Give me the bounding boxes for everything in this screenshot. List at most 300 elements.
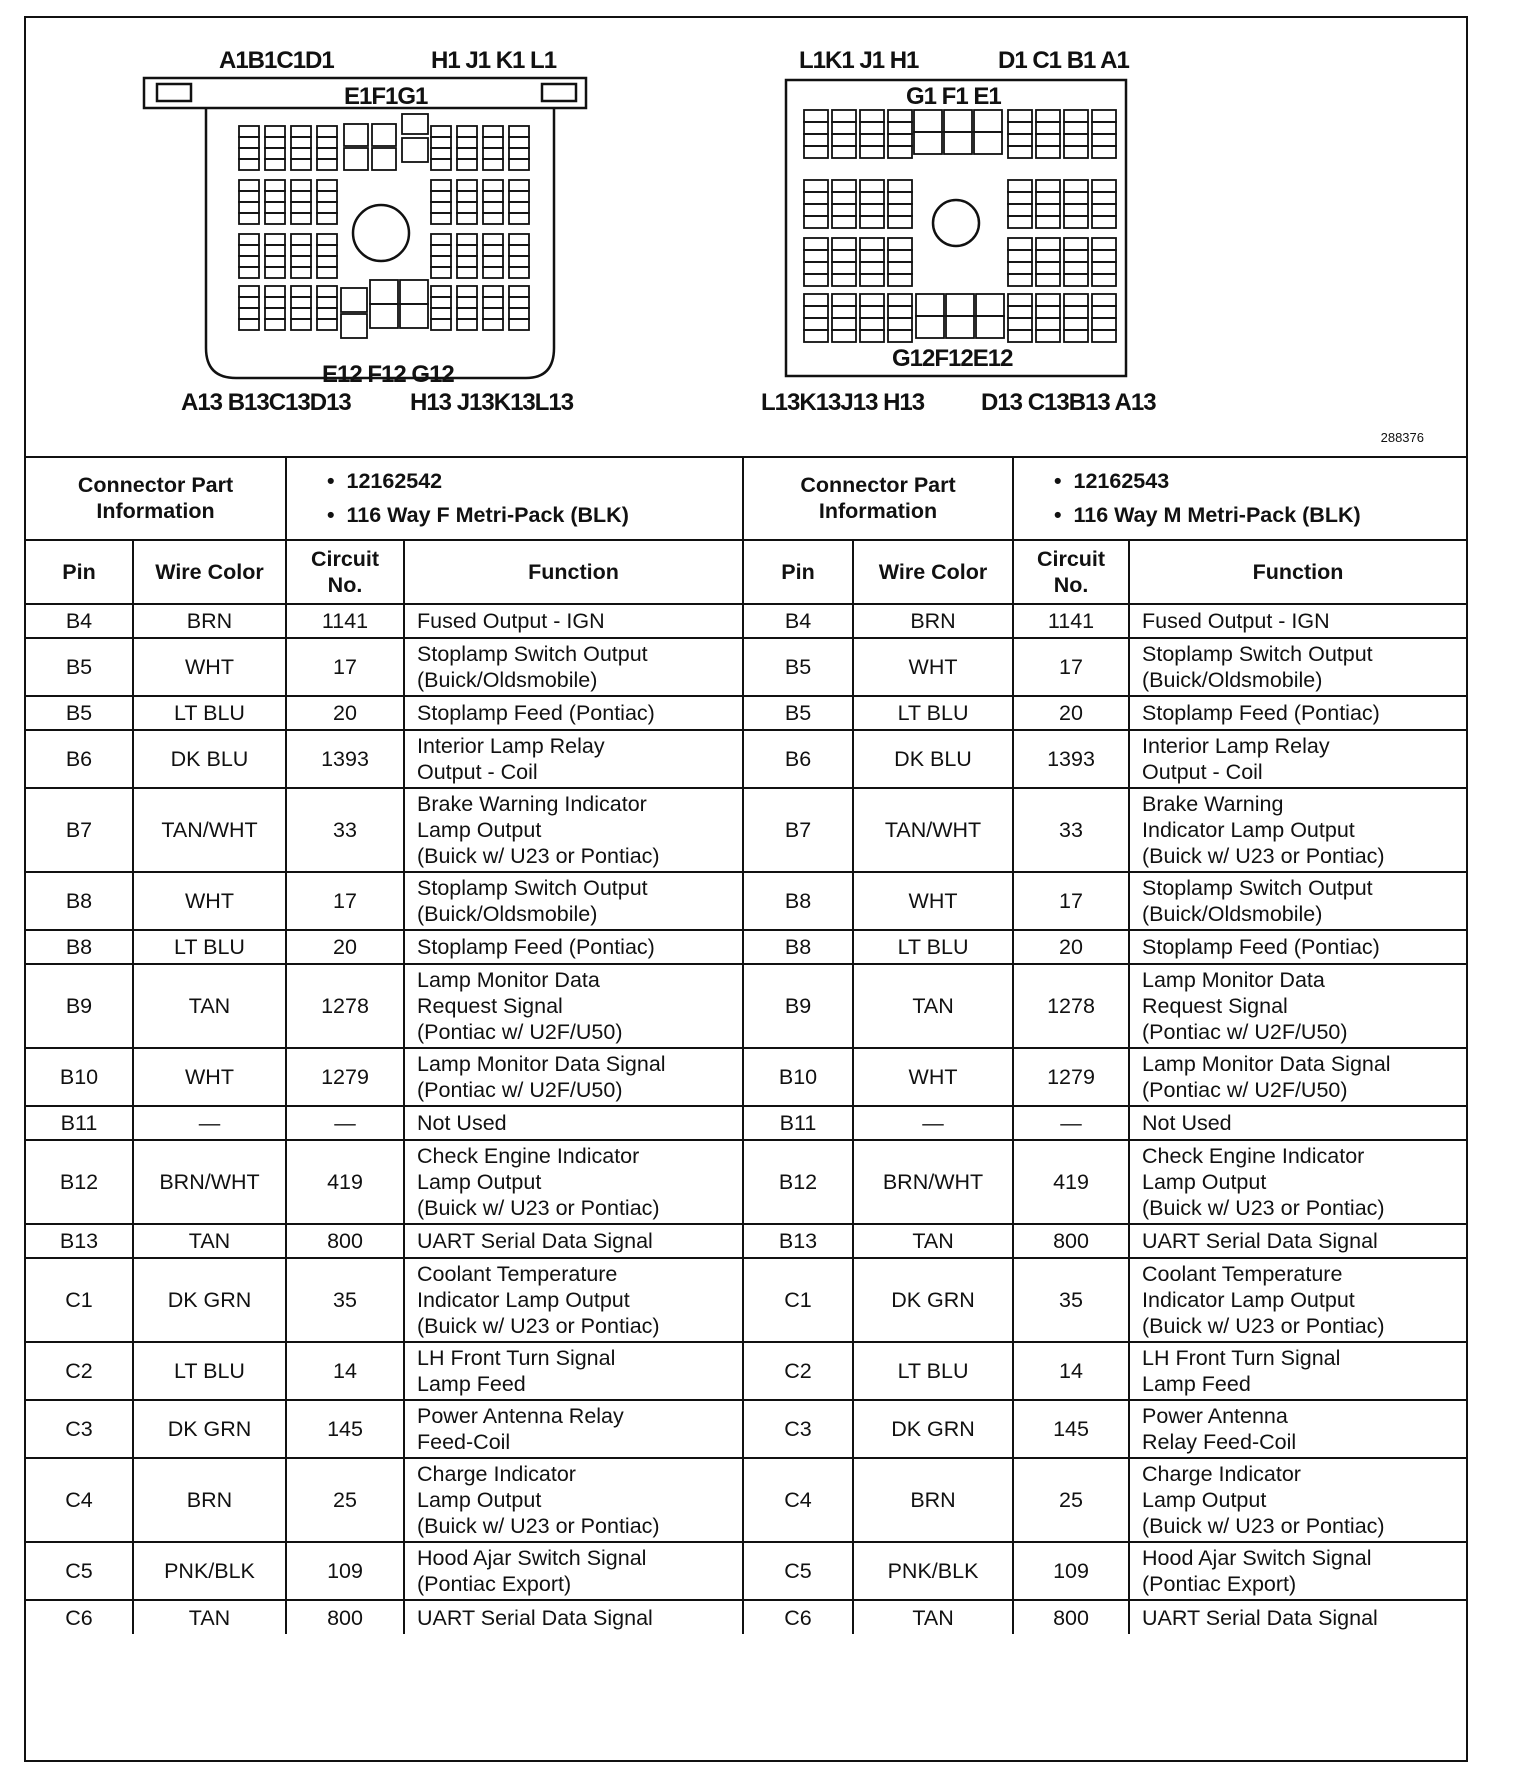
terminal-cavity — [1036, 122, 1060, 134]
terminal-cavity — [804, 274, 828, 286]
left-connector-info — [286, 456, 743, 540]
terminal-cavity — [317, 202, 337, 213]
header-circuit-no: Circuit No. — [1013, 540, 1129, 604]
pin-cell: C3 — [26, 1400, 133, 1458]
circuit-cell: 35 — [1013, 1258, 1129, 1342]
terminal-cavity — [509, 213, 529, 224]
terminal-cavity — [1008, 180, 1032, 192]
terminal-cavity — [860, 318, 884, 330]
circuit-cell: 35 — [286, 1258, 404, 1342]
wire-color-cell: BRN — [133, 604, 286, 638]
terminal-cavity — [457, 148, 477, 159]
pin-cell: B4 — [26, 604, 133, 638]
terminal-cavity — [1064, 134, 1088, 146]
figure-code: 288376 — [1380, 430, 1424, 445]
circuit-cell: 17 — [286, 638, 404, 696]
function-cell: Coolant Temperature Indicator Lamp Output (Buick w/ U23 or Pontiac) — [1129, 1258, 1466, 1342]
terminal-cavity — [860, 294, 884, 306]
terminal-cavity — [1036, 250, 1060, 262]
wire-color-cell: LT BLU — [853, 696, 1013, 730]
terminal-cavity — [888, 216, 912, 228]
wire-color-cell: BRN — [133, 1458, 286, 1542]
terminal-cavity — [457, 319, 477, 330]
bullet: • — [327, 468, 335, 493]
terminal-cavity — [888, 204, 912, 216]
terminal-cavity — [509, 319, 529, 330]
wire-color-cell: WHT — [853, 638, 1013, 696]
wire-color-cell: TAN — [853, 964, 1013, 1048]
wire-color-cell: DK BLU — [853, 730, 1013, 788]
terminal-cavity — [265, 245, 285, 256]
function-cell: Stoplamp Feed (Pontiac) — [1129, 696, 1466, 730]
wire-color-cell: DK BLU — [133, 730, 286, 788]
terminal-cavity — [265, 159, 285, 170]
terminal-cavity — [509, 297, 529, 308]
terminal-cavity — [400, 280, 428, 304]
terminal-cavity — [265, 308, 285, 319]
pin-cell: C6 — [26, 1600, 133, 1634]
terminal-cavity — [1064, 216, 1088, 228]
terminal-cavity — [239, 319, 259, 330]
terminal-cavity — [804, 134, 828, 146]
circuit-cell: 1279 — [1013, 1048, 1129, 1106]
terminal-cavity — [1064, 318, 1088, 330]
pin-cell: C1 — [26, 1258, 133, 1342]
circuit-cell: 1393 — [286, 730, 404, 788]
terminal-cavity — [976, 316, 1004, 338]
function-cell: Interior Lamp Relay Output - Coil — [404, 730, 743, 788]
terminal-cavity — [1092, 294, 1116, 306]
table-row — [26, 964, 1466, 1048]
terminal-cavity — [888, 330, 912, 342]
terminal-cavity — [431, 180, 451, 191]
pin-cell: C5 — [26, 1542, 133, 1600]
terminal-cavity — [1092, 318, 1116, 330]
terminal-cavity — [239, 234, 259, 245]
table-row — [26, 1600, 1466, 1634]
wire-color-cell: — — [853, 1106, 1013, 1140]
table-row — [26, 1048, 1466, 1106]
terminal-cavity — [483, 234, 503, 245]
terminal-cavity — [291, 245, 311, 256]
terminal-cavity — [265, 286, 285, 297]
circuit-cell: 1278 — [286, 964, 404, 1048]
terminal-cavity — [239, 137, 259, 148]
terminal-cavity — [860, 216, 884, 228]
terminal-cavity — [483, 126, 503, 137]
circuit-cell: 20 — [1013, 930, 1129, 964]
pin-cell: C4 — [26, 1458, 133, 1542]
function-cell: Check Engine Indicator Lamp Output (Buick w/ U23 or Pontiac) — [404, 1140, 743, 1224]
right-description-value: 116 Way M Metri-Pack (BLK) — [1073, 502, 1361, 527]
terminal-cavity — [832, 146, 856, 158]
terminal-cavity — [860, 110, 884, 122]
terminal-cavity — [1064, 294, 1088, 306]
terminal-cavity — [509, 308, 529, 319]
terminal-cavity — [1008, 250, 1032, 262]
male-connector-face — [786, 80, 1126, 376]
terminal-cavity — [431, 126, 451, 137]
left-connector-info-title: Connector Part Information — [26, 456, 286, 540]
terminal-cavity — [509, 256, 529, 267]
terminal-cavity — [265, 126, 285, 137]
terminal-cavity — [1036, 146, 1060, 158]
wire-color-cell: BRN/WHT — [853, 1140, 1013, 1224]
terminal-cavity — [431, 234, 451, 245]
table-row — [26, 1542, 1466, 1600]
left-description-value: 116 Way F Metri-Pack (BLK) — [346, 502, 629, 527]
pin-cell: C3 — [743, 1400, 853, 1458]
terminal-cavity — [1036, 204, 1060, 216]
terminal-cavity — [832, 122, 856, 134]
bullet: • — [1054, 468, 1062, 493]
terminal-cavity — [265, 297, 285, 308]
terminal-cavity — [804, 238, 828, 250]
circuit-cell: 800 — [286, 1224, 404, 1258]
pin-cell: B13 — [743, 1224, 853, 1258]
circuit-cell: 1278 — [1013, 964, 1129, 1048]
wire-color-cell: WHT — [853, 1048, 1013, 1106]
terminal-cavity — [239, 256, 259, 267]
wire-color-cell: TAN/WHT — [853, 788, 1013, 872]
terminal-cavity — [804, 318, 828, 330]
function-cell: Lamp Monitor Data Signal (Pontiac w/ U2F/U50) — [404, 1048, 743, 1106]
terminal-cavity — [946, 294, 974, 316]
terminal-cavity — [265, 202, 285, 213]
terminal-cavity — [372, 148, 396, 170]
terminal-cavity — [804, 180, 828, 192]
terminal-cavity — [888, 192, 912, 204]
wire-color-cell: LT BLU — [133, 930, 286, 964]
terminal-cavity — [291, 148, 311, 159]
function-cell: Not Used — [1129, 1106, 1466, 1140]
circuit-cell: 25 — [1013, 1458, 1129, 1542]
left-center-bottom-pins: E12 F12 G12 — [322, 361, 454, 388]
terminal-cavity — [1008, 134, 1032, 146]
terminal-cavity — [317, 308, 337, 319]
terminal-cavity — [1064, 274, 1088, 286]
terminal-cavity — [431, 137, 451, 148]
terminal-cavity — [976, 294, 1004, 316]
table-row — [26, 730, 1466, 788]
terminal-cavity — [239, 159, 259, 170]
terminal-cavity — [483, 180, 503, 191]
terminal-cavity — [1008, 122, 1032, 134]
table-row — [26, 1258, 1466, 1342]
terminal-cavity — [265, 234, 285, 245]
function-cell: Brake Warning Indicator Lamp Output (Buick w/ U23 or Pontiac) — [1129, 788, 1466, 872]
terminal-cavity — [317, 319, 337, 330]
terminal-cavity — [239, 126, 259, 137]
terminal-cavity — [860, 204, 884, 216]
terminal-cavity — [291, 137, 311, 148]
left-description — [327, 498, 738, 532]
header-function: Function — [1129, 540, 1466, 604]
terminal-cavity — [483, 256, 503, 267]
terminal-cavity — [317, 286, 337, 297]
connector-sheet — [24, 16, 1468, 1762]
terminal-cavity — [804, 192, 828, 204]
pin-cell: B8 — [743, 872, 853, 930]
terminal-cavity — [457, 180, 477, 191]
terminal-cavity — [317, 126, 337, 137]
terminal-cavity — [888, 238, 912, 250]
terminal-cavity — [832, 330, 856, 342]
pin-cell: B10 — [26, 1048, 133, 1106]
terminal-cavity — [239, 180, 259, 191]
table-row — [26, 638, 1466, 696]
terminal-cavity — [317, 148, 337, 159]
circuit-cell: 20 — [1013, 696, 1129, 730]
header-wire-color: Wire Color — [133, 540, 286, 604]
terminal-cavity — [1036, 216, 1060, 228]
wire-color-cell: LT BLU — [853, 930, 1013, 964]
header-wire-color: Wire Color — [853, 540, 1013, 604]
function-cell: Power Antenna Relay Feed-Coil — [1129, 1400, 1466, 1458]
wire-color-cell: DK GRN — [133, 1258, 286, 1342]
right-bottom-right-pins: D13 C13B13 A13 — [981, 389, 1156, 416]
pin-cell: B11 — [26, 1106, 133, 1140]
function-cell: Fused Output - IGN — [1129, 604, 1466, 638]
terminal-cavity — [431, 297, 451, 308]
terminal-cavity — [860, 250, 884, 262]
terminal-cavity — [888, 262, 912, 274]
terminal-cavity — [483, 308, 503, 319]
terminal-cavity — [804, 330, 828, 342]
terminal-cavity — [1092, 134, 1116, 146]
terminal-cavity — [860, 192, 884, 204]
terminal-cavity — [483, 191, 503, 202]
terminal-cavity — [265, 319, 285, 330]
circuit-cell: 145 — [286, 1400, 404, 1458]
left-part-number-value: 12162542 — [346, 468, 443, 493]
terminal-cavity — [1036, 318, 1060, 330]
right-top-left-pins: L1K1 J1 H1 — [799, 47, 919, 74]
terminal-cavity — [265, 256, 285, 267]
terminal-cavity — [804, 250, 828, 262]
terminal-cavity — [291, 234, 311, 245]
pin-cell: C2 — [743, 1342, 853, 1400]
terminal-cavity — [239, 191, 259, 202]
pin-cell: C5 — [743, 1542, 853, 1600]
table-row — [26, 1106, 1466, 1140]
circuit-cell: 17 — [286, 872, 404, 930]
circuit-cell: 800 — [1013, 1600, 1129, 1634]
header-pin: Pin — [743, 540, 853, 604]
terminal-cavity — [1008, 330, 1032, 342]
terminal-cavity — [509, 126, 529, 137]
terminal-cavity — [1092, 204, 1116, 216]
terminal-cavity — [317, 267, 337, 278]
terminal-cavity — [1008, 192, 1032, 204]
terminal-cavity — [400, 304, 428, 328]
terminal-cavity — [457, 137, 477, 148]
terminal-cavity — [291, 213, 311, 224]
terminal-cavity — [291, 180, 311, 191]
terminal-cavity — [341, 288, 367, 312]
terminal-cavity — [1008, 110, 1032, 122]
circuit-cell: 800 — [1013, 1224, 1129, 1258]
circuit-cell: 419 — [1013, 1140, 1129, 1224]
right-bottom-left-pins: L13K13J13 H13 — [761, 389, 925, 416]
table-row — [26, 1224, 1466, 1258]
terminal-cavity — [888, 318, 912, 330]
terminal-cavity — [265, 191, 285, 202]
function-cell: Fused Output - IGN — [404, 604, 743, 638]
terminal-cavity — [1092, 274, 1116, 286]
terminal-cavity — [832, 180, 856, 192]
function-cell: Brake Warning Indicator Lamp Output (Buick w/ U23 or Pontiac) — [404, 788, 743, 872]
terminal-cavity — [483, 148, 503, 159]
terminal-cavity — [888, 180, 912, 192]
terminal-cavity — [860, 262, 884, 274]
terminal-cavity — [1092, 330, 1116, 342]
pin-cell: B8 — [26, 872, 133, 930]
terminal-cavity — [832, 134, 856, 146]
circuit-cell: 20 — [286, 930, 404, 964]
pin-cell: B9 — [743, 964, 853, 1048]
bullet: • — [327, 502, 335, 527]
bullet: • — [1054, 502, 1062, 527]
terminal-cavity — [888, 294, 912, 306]
terminal-cavity — [265, 137, 285, 148]
terminal-cavity — [483, 245, 503, 256]
table-row — [26, 930, 1466, 964]
terminal-cavity — [483, 213, 503, 224]
circuit-cell: 20 — [286, 696, 404, 730]
terminal-cavity — [317, 234, 337, 245]
column-header-row — [26, 540, 1466, 604]
terminal-cavity — [1008, 294, 1032, 306]
pin-cell: B5 — [26, 696, 133, 730]
terminal-cavity — [1008, 238, 1032, 250]
terminal-cavity — [974, 110, 1002, 132]
table-row — [26, 1342, 1466, 1400]
pin-cell: B12 — [743, 1140, 853, 1224]
circuit-cell: 33 — [1013, 788, 1129, 872]
terminal-cavity — [239, 148, 259, 159]
terminal-cavity — [888, 146, 912, 158]
table-row — [26, 604, 1466, 638]
function-cell: Stoplamp Switch Output (Buick/Oldsmobile) — [1129, 638, 1466, 696]
terminal-cavity — [832, 204, 856, 216]
terminal-cavity — [509, 286, 529, 297]
function-cell: Lamp Monitor Data Request Signal (Pontiac w/ U2F/U50) — [1129, 964, 1466, 1048]
terminal-cavity — [291, 297, 311, 308]
terminal-cavity — [291, 191, 311, 202]
terminal-cavity — [457, 245, 477, 256]
circuit-cell: 419 — [286, 1140, 404, 1224]
circuit-cell: 1393 — [1013, 730, 1129, 788]
terminal-cavity — [1036, 262, 1060, 274]
terminal-cavity — [431, 267, 451, 278]
terminal-cavity — [431, 159, 451, 170]
terminal-cavity — [1064, 122, 1088, 134]
terminal-cavity — [239, 202, 259, 213]
table-row — [26, 788, 1466, 872]
circuit-cell: 14 — [1013, 1342, 1129, 1400]
terminal-cavity — [946, 316, 974, 338]
pin-cell: B5 — [743, 638, 853, 696]
circuit-cell: 800 — [286, 1600, 404, 1634]
pin-cell: B7 — [26, 788, 133, 872]
terminal-cavity — [832, 110, 856, 122]
terminal-cavity — [317, 245, 337, 256]
terminal-cavity — [291, 308, 311, 319]
terminal-cavity — [317, 191, 337, 202]
terminal-cavity — [291, 256, 311, 267]
terminal-cavity — [1036, 330, 1060, 342]
terminal-cavity — [291, 286, 311, 297]
pin-cell: B9 — [26, 964, 133, 1048]
pin-cell: C1 — [743, 1258, 853, 1342]
left-part-number — [327, 464, 738, 498]
pin-cell: C6 — [743, 1600, 853, 1634]
terminal-cavity — [483, 297, 503, 308]
terminal-cavity — [431, 256, 451, 267]
wire-color-cell: WHT — [133, 638, 286, 696]
table-row — [26, 1458, 1466, 1542]
terminal-cavity — [860, 238, 884, 250]
function-cell: Hood Ajar Switch Signal (Pontiac Export) — [1129, 1542, 1466, 1600]
terminal-cavity — [265, 267, 285, 278]
terminal-cavity — [804, 294, 828, 306]
terminal-cavity — [291, 126, 311, 137]
terminal-cavity — [860, 146, 884, 158]
terminal-cavity — [291, 267, 311, 278]
pin-cell: B6 — [743, 730, 853, 788]
terminal-cavity — [888, 110, 912, 122]
terminal-cavity — [372, 124, 396, 146]
circuit-cell: 1141 — [1013, 604, 1129, 638]
terminal-cavity — [1092, 122, 1116, 134]
function-cell: Hood Ajar Switch Signal (Pontiac Export) — [404, 1542, 743, 1600]
terminal-cavity — [832, 274, 856, 286]
terminal-cavity — [1092, 238, 1116, 250]
pin-cell: B13 — [26, 1224, 133, 1258]
terminal-cavity — [860, 180, 884, 192]
terminal-cavity — [317, 159, 337, 170]
terminal-cavity — [944, 132, 972, 154]
function-cell: Stoplamp Switch Output (Buick/Oldsmobile) — [1129, 872, 1466, 930]
terminal-cavity — [317, 213, 337, 224]
left-top-right-pins: H1 J1 K1 L1 — [431, 47, 557, 74]
pin-cell: B10 — [743, 1048, 853, 1106]
wire-color-cell: TAN — [133, 1224, 286, 1258]
function-cell: UART Serial Data Signal — [1129, 1224, 1466, 1258]
wire-color-cell: TAN — [133, 964, 286, 1048]
terminal-cavity — [341, 314, 367, 338]
right-part-number-value: 12162543 — [1073, 468, 1170, 493]
terminal-cavity — [265, 213, 285, 224]
pin-cell: B12 — [26, 1140, 133, 1224]
wire-color-cell: DK GRN — [853, 1258, 1013, 1342]
terminal-cavity — [317, 297, 337, 308]
terminal-cavity — [832, 318, 856, 330]
pinout-table — [26, 456, 1466, 1634]
terminal-cavity — [431, 319, 451, 330]
terminal-cavity — [1008, 274, 1032, 286]
terminal-cavity — [431, 245, 451, 256]
function-cell: Check Engine Indicator Lamp Output (Buick w/ U23 or Pontiac) — [1129, 1140, 1466, 1224]
right-connector-info — [1013, 456, 1466, 540]
terminal-cavity — [1064, 146, 1088, 158]
function-cell: UART Serial Data Signal — [1129, 1600, 1466, 1634]
terminal-cavity — [914, 132, 942, 154]
pin-cell: B4 — [743, 604, 853, 638]
wire-color-cell: DK GRN — [853, 1400, 1013, 1458]
terminal-cavity — [483, 319, 503, 330]
